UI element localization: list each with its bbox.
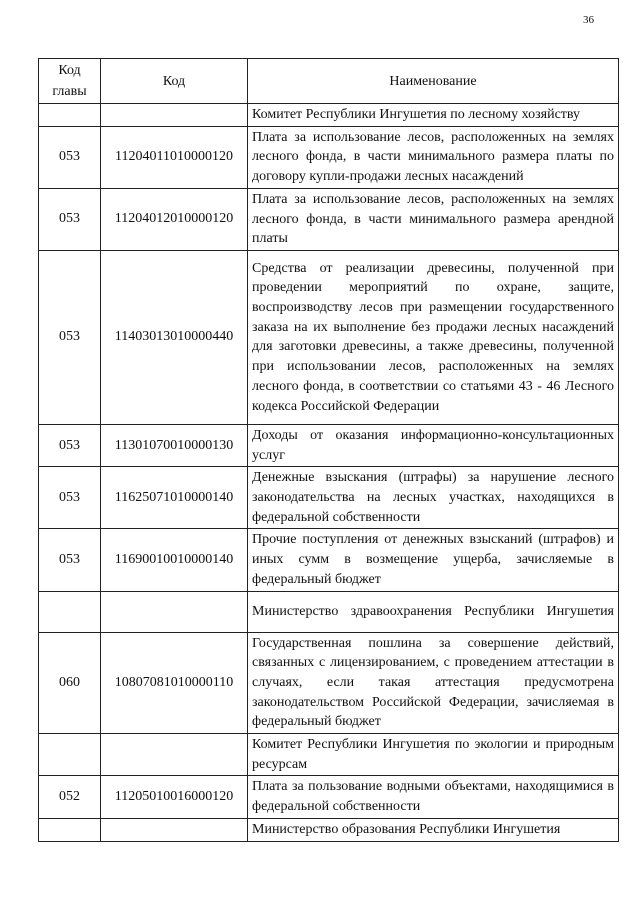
page-number: 36 — [583, 14, 594, 26]
table-row — [39, 188, 619, 250]
code-cell: 11205010016000120 — [101, 776, 248, 818]
code-cell — [101, 818, 248, 841]
table-row — [39, 818, 619, 841]
code-cell: 11403013010000440 — [101, 250, 248, 424]
name-cell: Министерство образования Республики Ингушетия — [248, 818, 619, 841]
header-code: Код — [101, 59, 248, 104]
chapter-code-cell: 053 — [39, 250, 101, 424]
chapter-code-cell: 053 — [39, 424, 101, 466]
name-cell: Комитет Республики Ингушетия по лесному хозяйству — [248, 104, 619, 127]
chapter-code-cell: 053 — [39, 126, 101, 188]
chapter-code-cell: 052 — [39, 776, 101, 818]
name-cell: Плата за пользование водными объектами, находящимися в федеральной собственности — [248, 776, 619, 818]
name-cell: Плата за использование лесов, расположенных на землях лесного фонда, в части минимального размера арендной платы — [248, 188, 619, 250]
name-cell: Министерство здравоохранения Республики Ингушетия — [248, 591, 619, 632]
chapter-code-cell: 053 — [39, 188, 101, 250]
name-cell: Средства от реализации древесины, полученной при проведении мероприятий по охране, защите, воспроизводству лесов при размещении государственного заказа на их выполнение без продажи лесных насаждений для заготовки древесины, а также древесины, полученной при использовании лесов, расположенных на землях лесного фонда, в соответствии со статьями 43 - 46 Лесного кодекса Российской Федерации — [248, 250, 619, 424]
code-cell — [101, 591, 248, 632]
code-cell: 11690010010000140 — [101, 529, 248, 591]
chapter-code-cell — [39, 591, 101, 632]
table-row — [39, 424, 619, 466]
table-header-row — [39, 59, 619, 104]
table-row — [39, 529, 619, 591]
chapter-code-cell — [39, 734, 101, 776]
table-row — [39, 126, 619, 188]
name-cell: Комитет Республики Ингушетия по экологии и природным ресурсам — [248, 734, 619, 776]
table-row — [39, 776, 619, 818]
chapter-code-cell — [39, 818, 101, 841]
code-cell: 11204012010000120 — [101, 188, 248, 250]
chapter-code-cell: 053 — [39, 467, 101, 529]
code-cell — [101, 734, 248, 776]
header-name: Наименование — [248, 59, 619, 104]
header-chapter-code: Код главы — [39, 59, 101, 104]
code-cell: 11301070010000130 — [101, 424, 248, 466]
table-row — [39, 734, 619, 776]
name-cell: Плата за использование лесов, расположенных на землях лесного фонда, в части минимального размера платы по договору купли-продажи лесных насаждений — [248, 126, 619, 188]
name-cell: Прочие поступления от денежных взысканий (штрафов) и иных сумм в возмещение ущерба, зачисляемые в федеральный бюджет — [248, 529, 619, 591]
table-row — [39, 104, 619, 127]
name-cell: Денежные взыскания (штрафы) за нарушение лесного законодательства на лесных участках, находящихся в федеральной собственности — [248, 467, 619, 529]
table-row — [39, 250, 619, 424]
chapter-code-cell: 060 — [39, 632, 101, 734]
table-row — [39, 467, 619, 529]
code-cell: 11625071010000140 — [101, 467, 248, 529]
chapter-code-cell — [39, 104, 101, 127]
code-cell: 11204011010000120 — [101, 126, 248, 188]
name-cell: Государственная пошлина за совершение действий, связанных с лицензированием, с проведением аттестации в случаях, если такая аттестация предусмотрена законодательством Российской Федерации, зачисляемая в федеральный бюджет — [248, 632, 619, 734]
table-row — [39, 632, 619, 734]
code-cell — [101, 104, 248, 127]
name-cell: Доходы от оказания информационно-консультационных услуг — [248, 424, 619, 466]
code-cell: 10807081010000110 — [101, 632, 248, 734]
table-row — [39, 591, 619, 632]
chapter-code-cell: 053 — [39, 529, 101, 591]
revenue-codes-table — [38, 58, 619, 842]
